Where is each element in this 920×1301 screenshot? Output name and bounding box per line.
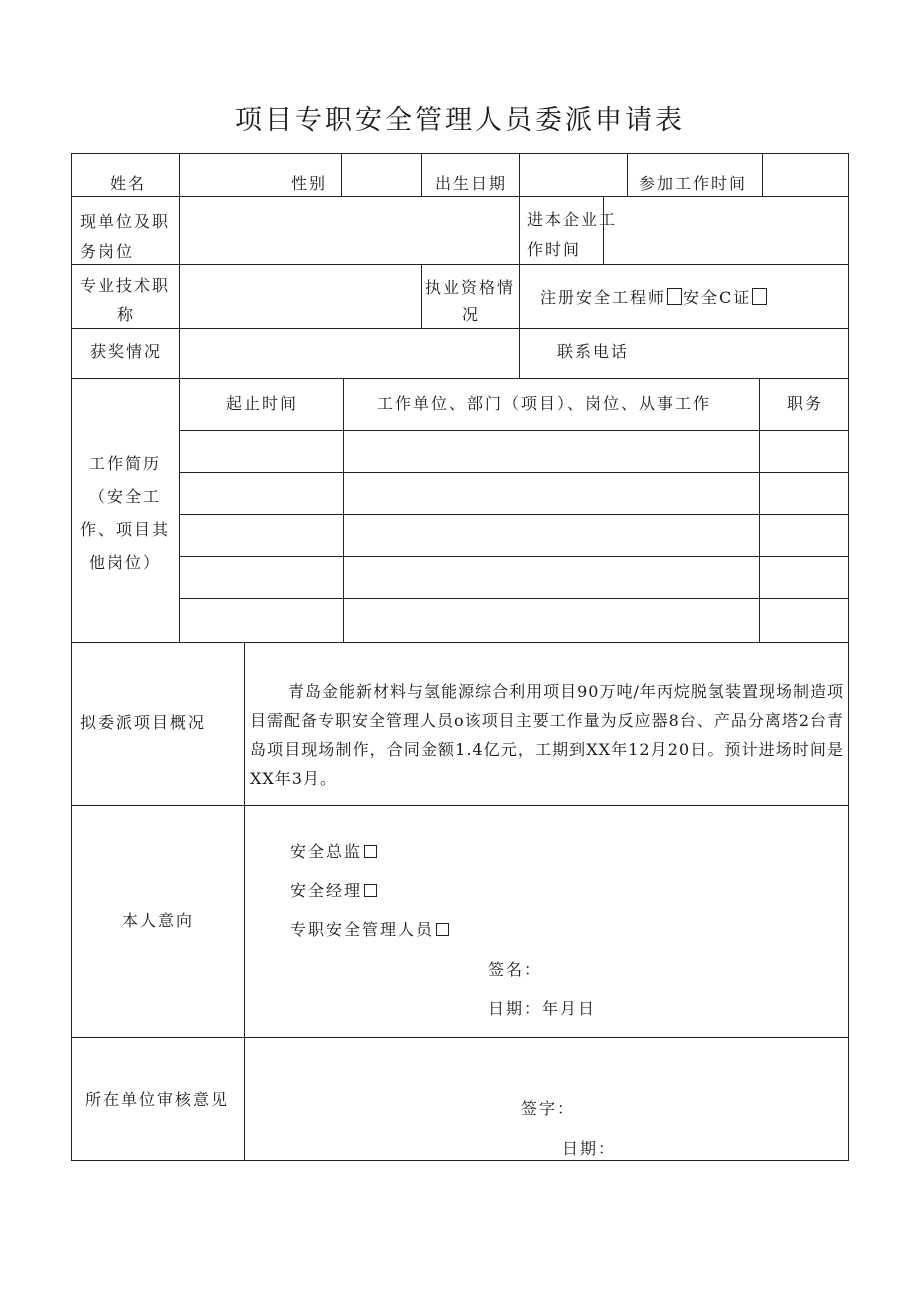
col-line <box>341 153 342 197</box>
review-date-label: 日期： <box>562 1139 617 1158</box>
option-safety-c-cert: 安全C证 <box>683 288 752 307</box>
table-border-left <box>71 153 72 1161</box>
row-line <box>179 430 849 431</box>
intent-option-safety-manager: 安全经理 <box>290 883 377 899</box>
resume-label-line: 作、项目其 <box>79 520 170 539</box>
row-line <box>179 556 849 557</box>
qualification-label-line1: 执业资格情 <box>425 278 516 297</box>
birth-date-label: 出生日期 <box>435 174 508 193</box>
col-line <box>762 153 763 197</box>
unit-label-line2: 务岗位 <box>80 242 135 261</box>
review-sign-label: 签字： <box>521 1099 576 1118</box>
project-overview-text: 青岛金能新材料与氢能源综合利用项目90万吨/年丙烷脱氢装置现场制造项目需配备专职安全管理人员o该项目主要工作量为反应器8台、产品分离塔2台青岛项目现场制作，合同金额1.4亿元，工期到XX年12月20日。预计进场时间是XX年3月。 <box>250 682 844 788</box>
qualification-options <box>540 288 768 306</box>
row-line <box>71 805 849 806</box>
unit-label-line1: 现单位及职 <box>80 212 171 231</box>
row-line <box>71 642 849 643</box>
checkbox[interactable] <box>364 845 377 858</box>
row-line <box>71 1037 849 1038</box>
tech-title-label-line2: 称 <box>117 305 136 324</box>
resume-label-line: 他岗位） <box>88 553 161 572</box>
col-line <box>627 153 628 197</box>
review-label: 所在单位审核意见 <box>85 1090 230 1109</box>
table-border-bottom <box>71 1160 849 1161</box>
phone-label: 联系电话 <box>557 342 630 361</box>
checkbox[interactable] <box>364 884 377 897</box>
join-date-label-line2: 作时间 <box>527 240 582 259</box>
intent-sign-label: 签名： <box>488 960 543 979</box>
name-label: 姓名 <box>110 174 147 193</box>
award-label: 获奖情况 <box>90 342 163 361</box>
col-line <box>519 196 520 265</box>
col-line <box>421 153 422 197</box>
work-start-label: 参加工作时间 <box>639 174 748 193</box>
intent-option-safety-director: 安全总监 <box>290 844 377 860</box>
col-header-role: 职务 <box>787 394 824 413</box>
col-line <box>603 196 604 265</box>
option-registered-safety-engineer: 注册安全工程师 <box>540 288 667 307</box>
intent-date-label: 日期：年月日 <box>488 999 597 1018</box>
checkbox[interactable] <box>667 288 682 305</box>
resume-label-line: （安全工 <box>88 487 161 506</box>
checkbox[interactable] <box>436 923 449 936</box>
qualification-label-line2: 况 <box>462 305 481 324</box>
row-line <box>71 378 849 379</box>
gender-label: 性别 <box>291 174 328 193</box>
checkbox[interactable] <box>752 288 767 305</box>
intent-option-safety-officer: 专职安全管理人员 <box>290 922 449 938</box>
join-date-label-line1: 进本企业工 <box>527 210 618 229</box>
row-line <box>71 196 849 197</box>
col-header-time: 起止时间 <box>226 394 299 413</box>
tech-title-label-line1: 专业技术职 <box>80 276 171 295</box>
col-line <box>343 378 344 643</box>
project-overview-label: 拟委派项目概况 <box>80 713 207 732</box>
row-line <box>179 514 849 515</box>
table-border-right <box>848 153 849 1161</box>
col-line <box>421 264 422 329</box>
row-line <box>179 472 849 473</box>
col-line <box>519 264 520 379</box>
table-border-top <box>71 153 849 154</box>
col-line <box>519 153 520 197</box>
page-title: 项目专职安全管理人员委派申请表 <box>235 105 685 136</box>
resume-label-line: 工作简历 <box>88 454 161 473</box>
col-line <box>759 378 760 643</box>
row-line <box>71 328 849 329</box>
intent-label: 本人意向 <box>122 911 195 930</box>
col-header-unit: 工作单位、部门（项目）、岗位、从事工作 <box>377 394 712 413</box>
row-line <box>179 598 849 599</box>
col-line <box>244 642 245 1161</box>
row-line <box>71 264 849 265</box>
col-line <box>179 153 180 643</box>
resume-label <box>71 447 179 579</box>
